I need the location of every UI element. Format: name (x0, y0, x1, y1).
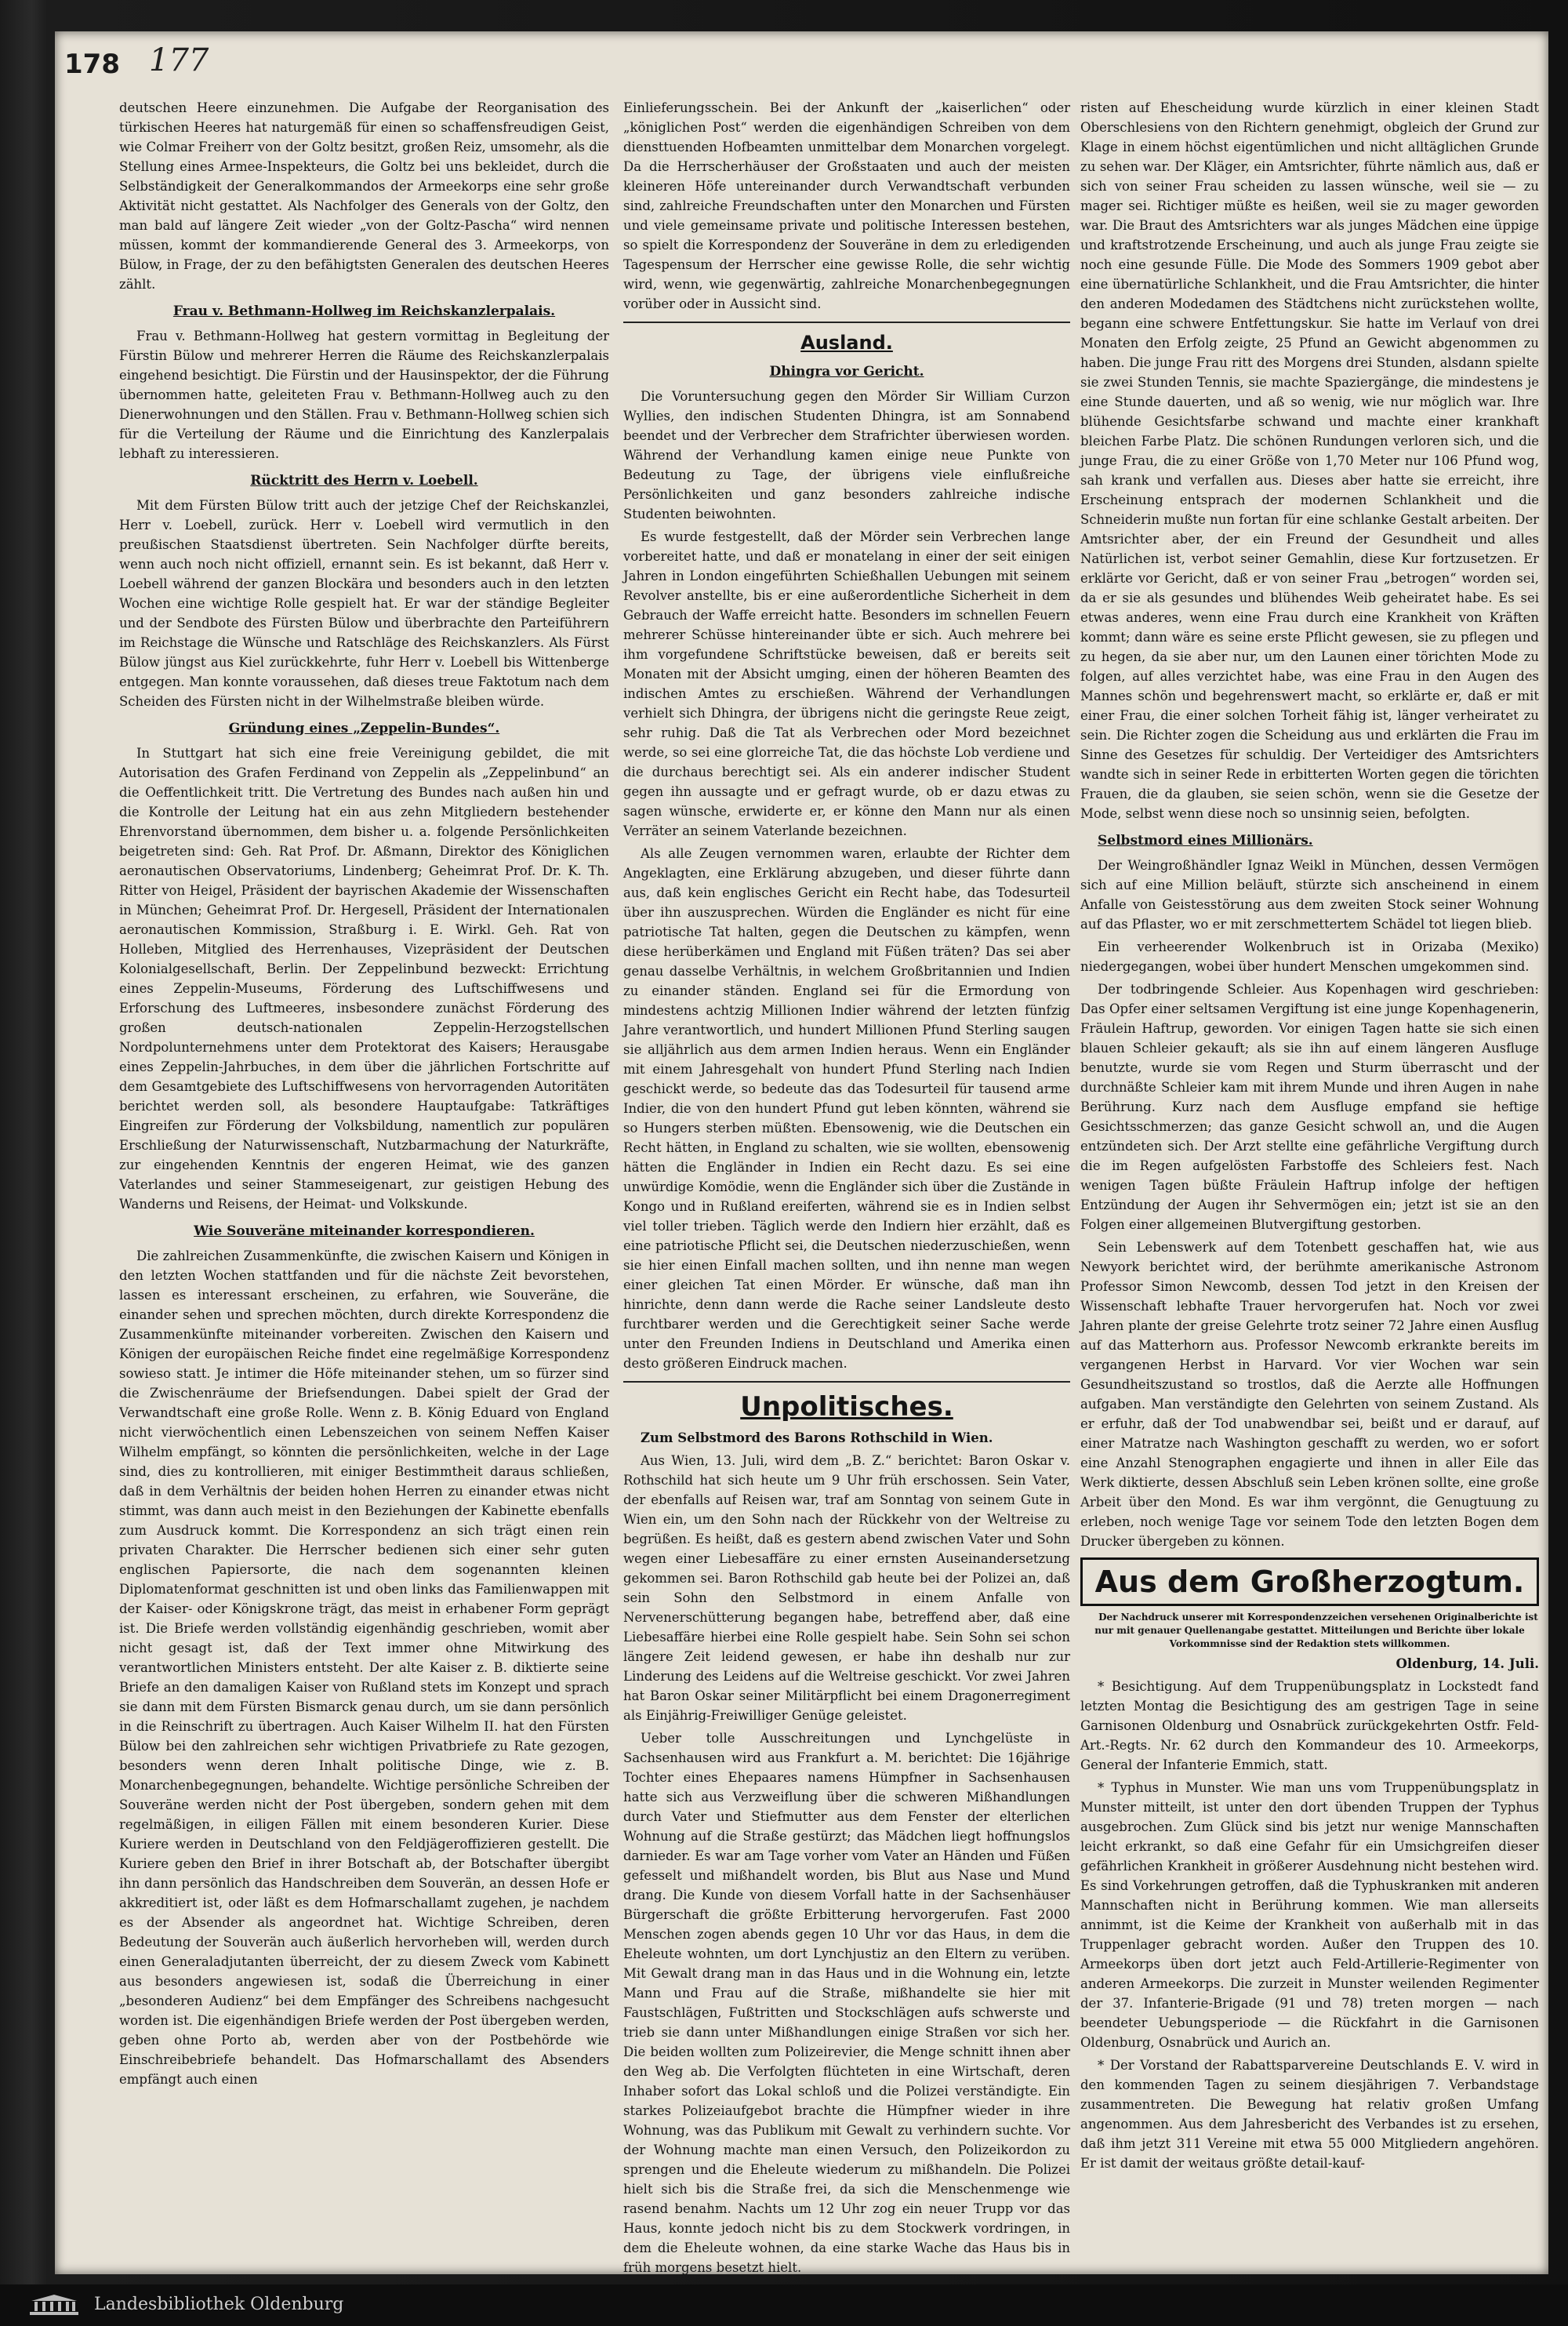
article-heading: Rücktritt des Herrn v. Loebell. (250, 473, 478, 489)
article-continuation: Einlieferungsschein. Bei der Ankunft der „kaiserlichen“ oder „königlichen Post“ werden die eigenhändigen Schreiben von dem diensttuenden Hofbeamten unmittelbar dem Monarchen vorgelegt. Da die Herrscherhäuser der Großstaaten und auch der meisten kleineren Höfe untereinander durch Verwandtschaft verbunden sind, zahlreiche Freundschaften unter den Monarchen und Fürsten und viele gemeinsame private und politische Interessen bestehen, so spielt die Korrespondenz der Souveräne in dem zu erledigenden Tagespensum der Herrscher eine gewisse Rolle, die sehr wichtig wird, wenn, wie gegenwärtig, zahlreiche Monarchenbegegnungen vorüber oder in Aussicht sind. (623, 100, 1070, 311)
article-text: * Der Vorstand der Rabattsparvereine Deutschlands E. V. wird in den kommenden Tagen zu seinem diesjährigen 7. Verbandstage zusammentreten. Die Bewegung hat relativ großen Umfang angenommen. Aus dem Jahresbericht des Verbandes ist zu ersehen, daß ihm jetzt 311 Vereine mit etwa 55 000 Mitgliedern angehören. Er ist damit der weitaus größte detail-kauf- (1080, 2058, 1539, 2171)
article-text: * Typhus in Munster. Wie man uns vom Truppenübungsplatz in Munster mitteilt, ist unter den dort übenden Truppen der Typhus ausgebrochen. Zum Glück sind bis jetzt nur wenige Mannschaften leicht erkrankt, so daß eine Gefahr für ein Umsichgreifen dieser gefährlichen Krankheit in größerer Ausdehnung nicht bestehen wird. Es sind Vorkehrungen getroffen, daß die Typhuskranken mit anderen Mannschaften nicht in Berührung kommen. Wie man allerseits annimmt, ist die Keime der Krankheit von außerhalb mit in das Truppenlager gebracht worden. Außer den Truppen des 10. Armeekorps üben dort jetzt auch Feld-Artillerie-Regimenter von anderen Armeekorps. Die zurzeit in Munster weilenden Regimenter der 37. Infanterie-Brigade (91 und 78) treten morgen — nach beendeter Uebungsperiode — die Rückfahrt in die Garnisonen Oldenburg, Osnabrück und Aurich an. (1080, 1780, 1539, 2050)
article-continuation: deutschen Heere einzunehmen. Die Aufgabe der Reorganisation des türkischen Heeres hat naturgemäß für einen so schaffensfreudigen Geist, wie Colmar Freiherr von der Goltz besitzt, großen Reiz, umsomehr, als die Stellung eines Armee-Inspekteurs, die Goltz bei uns bekleidet, durch die Selbständigkeit der Generalkommandos der Armeekorps eine sehr große Aktivität nicht gestattet. Als Nachfolger des Generals von der Goltz, den man bald auf längere Zeit wieder „von der Goltz-Pascha“ wird nennen müssen, kommt der kommandierende General des 3. Armeekorps, von Bülow, in Frage, der zu den befähigtsten Generalen des deutschen Heeres zählt. (119, 100, 609, 292)
section-title-grossherzogtum: Aus dem Großherzogtum. (1080, 1557, 1539, 1606)
section-title-ausland: Ausland. (800, 332, 893, 354)
dateline: Oldenburg, 14. Juli. (1396, 1656, 1539, 1671)
article-text: Als alle Zeugen vernommen waren, erlaubte der Richter dem Angeklagten, eine Erklärung abzugeben, und dieser führte dann aus, daß kein englisches Gericht ein Recht habe, das Todesurteil über ihn auszusprechen. Würden die Engländer es nicht für eine patriotische Tat halten, gegen die Deutschen zu kämpfen, wenn diese herüberkämen und England mit Füßen träten? Das sei aber genau dasselbe Verhältnis, in welchem Großbritannien und Indien zu einander ständen. England sei für die Ermordung von mindestens achtzig Millionen Indier während der letzten fünfzig Jahre verantwortlich, und hundert Millionen Pfund Sterling saugen sie alljährlich aus dem armen Indien heraus. Wenn ein Engländer mit einem Jahresgehalt von hundert Pfund Sterling nach Indien geschickt werde, so bedeute das das Todesurteil für tausend arme Indier, die von den hundert Pfund gut leben könnten, während sie so Hungers sterben müßten. Ebensowenig, wie die Deutschen ein Recht hätten, in England zu schalten, wie sie wollten, ebensowenig hätten die Engländer in Indien ein Recht dazu. Es sei eine unwürdige Komödie, wenn die Engländer sich über die Zustände in Kongo und in Rußland ereiferten, während sie es in Indien selbst viel toller trieben. Täglich werde den Indiern hier erzählt, daß es eine patriotische Pflicht sei, die Deutschen niederzuschießen, wenn sie hier einen Einfall machen sollten, und ihn nenne man wegen einer gleichen Tat einen Mörder. Er wünsche, daß man ihn hinrichte, denn dann werde die Rache seiner Landsleute desto furchtbarer werden und die Gerechtigkeit seiner Sache werde unter den Freunden Indiens in Deutschland und Amerika einen desto größeren Eindruck machen. (623, 846, 1070, 1371)
section-divider (623, 322, 1070, 323)
article-text: Die zahlreichen Zusammenkünfte, die zwischen Kaisern und Königen in den letzten Wochen stattfanden und für die nächste Zeit bevorstehen, lassen es interessant erscheinen, zu erfahren, wie Souveräne, die einander sehen und sprechen möchten, durch direkte Korrespondenz die Zusammenkünfte miteinander vorbereiten. Zwischen den Kaisern und Königen der europäischen Reiche findet eine regelmäßige Korrespondenz sowieso statt. Je intimer die Höfe miteinander stehen, um so fürzer sind die Zwischenräume der Briefsendungen. Dabei spielt der Grad der Verwandtschaft eine große Rolle. Wenn z. B. König Eduard von England nicht vierwöchentlich einen Lebenszeichen von seinem Neffen Kaiser Wilhelm empfängt, so könnten die persönlichkeiten, welche in der Lage sind, dies zu kontrollieren, mit einiger Bestimmtheit daraus schließen, daß in dem Verhältnis der beiden hohen Herren zu einander etwas nicht stimmt, was dann auch meist in den Beziehungen der Kabinette ebenfalls zum Ausdruck kommt. Die Korrespondenz an sich trägt einen rein privaten Charakter. Die Herrscher bedienen sich einer sehr guten englischen Papiersorte, die nach dem sogenannten kleinen Diplomatenformat geschnitten ist und oben links das Familienwappen mit der Kaiser- oder Königskrone trägt, das meist in erhabener Form geprägt ist. Die Briefe werden vollständig eigenhändig geschrieben, womit aber nicht gesagt ist, daß der Text immer ohne Mitwirkung des verantwortlichen Ministers entsteht. Der alte Kaiser z. B. diktierte seine Briefe an den damaligen Kaiser von Rußland stets im Konzept und sprach sie dann mit dem Fürsten Bismarck genau durch, um sie dann persönlich in die Reinschrift zu übertragen. Auch Kaiser Wilhelm II. hat den Fürsten Bülow bei den zahlreichen sehr wichtigen Privatbriefe zu Rate gezogen, besonders wenn deren Inhalt politische Dinge, wie z. B. Monarchenbegegnungen, behandelte. Wichtige persönliche Schreiben der Souveräne werden nicht der Post übergeben, sondern gehen mit dem regelmäßigen, in eiligen Fällen mit einem besonderen Kurier. Diese Kuriere werden in Deutschland von den Feldjägeroffizieren gestellt. Die Kuriere geben den Brief in ihrer Botschaft ab, der Botschafter übergibt ihn dann persönlich das Handschreiben dem Souverän, an dessen Hofe er akkreditiert ist, oder läßt es dem Hofmarschallamt zugehen, je nachdem es der Absender als angeordnet hat. Wichtige Schreiben, deren Bedeutung der Souverän auch äußerlich hervorheben will, werden durch einen Generaladjutanten überreicht, der zu diesem Zweck vom Kabinett aus besonders angewiesen ist, sodaß die Überreichung in einer „besonderen Audienz“ bei dem Empfänger des Schreibens nachgesucht worden ist. Die eigenhändigen Briefe werden der Post übergeben werden, geben ohne Porto ab, werden aber von der Postbehörde wie Einschreibebriefe behandelt. Das Hofmarschallamt des Absenders empfängt auch einen (119, 1248, 609, 2087)
handwritten-page-number: 177 (149, 42, 209, 78)
article-text: In Stuttgart hat sich eine freie Vereinigung gebildet, die mit Autorisation des Grafen Ferdinand von Zeppelin als „Zeppelinbund“ an die Oeffentlichkeit tritt. Die Vertretung des Bundes nach außen hin und die Kontrolle der Leitung hat ein aus zehn Mitgliedern bestehender Ehrenvorstand übernommen, dem bisher u. a. folgende Persönlichkeiten beigetreten sind: Geh. Rat Prof. Dr. Aßmann, Direktor des Königlichen aeronautischen Observatoriums, Lindenberg; Geheimrat Prof. Dr. K. Th. Ritter von Heigel, Präsident der bayrischen Akademie der Wissenschaften in München; Geheimrat Prof. Dr. Hergesell, Präsident der Internationalen aeronautischen Kommission, Straßburg i. E. Wirkl. Geh. Rat von Holleben, Mitglied des Herrenhauses, Vizepräsident der Deutschen Kolonialgesellschaft, Berlin. Der Zeppelinbund bezweckt: Errichtung eines Zeppelin-Museums, Förderung des Luftschiffwesens und Erforschung des Luftmeeres, insbesondere zunächst Förderung des großen deutsch-nationalen Zeppelin-Herzogstellschen Nordpolunternehmens unter dem Protektorat des Kaisers; Herausgabe eines Zeppelin-Jahrbuches, in dem über die jährlichen Fortschritte auf dem Gesamtgebiete des Luftschiffwesens von hervorragenden Autoritäten berichtet werden soll, als besondere Hauptaufgabe: Tatkräftiges Eingreifen zur Förderung der Volksbildung, namentlich zur populären Erschließung der Naturwissenschaft, Nutzbarmachung der Naturkräfte, zur eingehenden Kenntnis der engeren Heimat, wie des ganzen Vaterlandes und seiner Stammeseigenart, zur geistigen Hebung des Wanderns und Reisens, der Heimat- und Volkskunde. (119, 746, 609, 1212)
article-text: Der Weingroßhändler Ignaz Weikl in München, dessen Vermögen sich auf eine Million beläuft, stürzte sich anscheinend in einem Anfalle von Geistesstörung aus dem zweiten Stock seiner Wohnung auf das Pflaster, wo er mit zerschmettertem Schädel tot liegen blieb. (1080, 858, 1539, 932)
library-name: Landesbibliothek Oldenburg (94, 2295, 344, 2314)
article-text: Der todbringende Schleier. Aus Kopenhagen wird geschrieben: Das Opfer einer seltsamen Vergiftung ist eine junge Kopenhagenerin, Fräulein Haftrup, geworden. Vor einigen Tagen hatte sie sich einen blauen Schleier gekauft; als sie ihn auf einem längeren Ausfluge benutzte, wurde sie vom Regen und Sturm überrascht und der durchnäßte Schleier kam mit ihrem Munde und ihren Augen in nahe Berührung. Kurz nach dem Ausfluge empfand sie heftige Gesichtsschmerzen; das ganze Gesicht schwoll an, und die Augen entzündeten sich. Der Arzt stellte eine gefährliche Vergiftung durch die im Regen aufgelösten Farbstoffe des Schleiers fest. Nach wenigen Tagen büßte Fräulein Haftrup infolge der heftigen Entzündung der Augen ihr Sehvermögen ein; jetzt ist sie an den Folgen einer allgemeinen Blutvergiftung gestorben. (1080, 982, 1539, 1232)
article-text: Aus Wien, 13. Juli, wird dem „B. Z.“ berichtet: Baron Oskar v. Rothschild hat sich heute um 9 Uhr früh erschossen. Sein Vater, der ebenfalls auf Reisen war, traf am Sonntag von seinem Gute in Wien ein, um den Sohn nach der Rückkehr von der Weltreise zu begrüßen. Es heißt, daß es gestern abend zwischen Vater und Sohn wegen einer Liebesaffäre zu einer ernsten Auseinandersetzung gekommen sei. Baron Rothschild gab heute bei der Polizei an, daß sein Sohn den Selbstmord in einem Anfalle von Nervenerschütterung begangen habe, betreffend aber, daß eine Liebesaffäre hierbei eine Rolle gespielt habe. Sein Sohn sei schon längere Zeit leidend gewesen, er habe ihn deshalb nur zur Linderung des Leidens auf die Weltreise geschickt. Vor zwei Jahren hat Baron Oskar seiner Militärpflicht bei einem Dragonerregiment als Einjährig-Freiwilliger Genüge geleistet. (623, 1453, 1070, 1723)
article-text: Mit dem Fürsten Bülow tritt auch der jetzige Chef der Reichskanzlei, Herr v. Loebell, zurück. Herr v. Loebell wird vermutlich in den preußischen Staatsdienst übertreten. Sein Nachfolger dürfte bereits, wenn auch noch nicht offiziell, ernannt sein. Es ist bekannt, daß Herr v. Loebell während der ganzen Blockära und besonders auch in den letzten Wochen eine wichtige Rolle gespielt hat. Er war der ständige Begleiter und der Sendbote des Fürsten Bülow und überbrachte den Parteiführern im Reichstage die Wünsche und Ratschläge des Reichskanzlers. Als Fürst Bülow jüngst aus Kiel zurückkehrte, fuhr Herr v. Loebell bis Wittenberge entgegen. Man konnte voraussehen, daß dieses treue Faktotum nach dem Scheiden des Fürsten nicht in der Wilhelmstraße bleiben würde. (119, 498, 609, 709)
article-heading: Dhingra vor Gericht. (769, 364, 924, 380)
article-continuation: risten auf Ehescheidung wurde kürzlich in einer kleinen Stadt Oberschlesiens von den Richtern genehmigt, obgleich der Grund zur Klage in einem höchst eigentümlichen und nicht alltäglichen Grunde zu sehen war. Der Kläger, ein Amtsrichter, führte nämlich aus, daß er sich von seiner Frau scheiden zu lassen wünsche, weil sie — zu mager sei. Richtiger müßte es heißen, weil sie zu mager geworden war. Die Braut des Amtsrichters war als junges Mädchen eine üppige und kraftstrotzende Erscheinung, und auch als junge Frau zeigte sie noch eine gesunde Fülle. Die Mode des Sommers 1909 gebot aber eine übernatürliche Schlankheit, und die Frau Amtsrichter, die hinter den anderen Modedamen des Städtchens nicht zurückstehen wollte, begann eine schwere Entfettungskur. Sie hatte im Verlauf von drei Monaten den Erfolg zeigte, 25 Pfund an Gewicht abgenommen zu haben. Die junge Frau ritt des Morgens drei Stunden, alsdann spielte sie zwei Stunden Tennis, sie machte Spaziergänge, die mindestens je eine Stunde dauerten, und aß so wenig, wie nur möglich war. Ihre blühende Gesichtsfarbe schwand und machte einer krankhaft bleichen Farbe Platz. Die schönen Rundungen verloren sich, und die junge Frau, die zu einer Größe von 1,70 Meter nur 106 Pfund wog, sah krank und verfallen aus. Dieses aber hatte sie erreicht, ihre Erscheinung entsprach der modernen Schlankheit und die Schneiderin mußte nun fortan für eine schlanke Gestalt arbeiten. Der Amtsrichter aber, der ein Freund der Gesundheit und alles Natürlichen ist, verbot seiner Gemahlin, diese Kur fortzusetzen. Er erklärte vor Gericht, daß er von seiner Frau „betrogen“ worden sei, da er sie als gesundes und blühendes Weib geheiratet habe. Es sei etwas anderes, wenn eine Frau durch eine Krankheit von Kräften kommt; dann wäre es seine erste Pflicht gewesen, sie zu pflegen und zu hegen, da sie aber nur, um den Launen einer törichten Mode zu folgen, auf alles verzichtet habe, was eine Frau in den Augen des Mannes schön und begehrenswert macht, so erklärte er, daß er mit einer Frau, die einer solchen Torheit fähig ist, länger verheiratet zu sein. Die Richter zogen die Scheidung aus und erklärten die Frau im Sinne des Gesetzes für schuldig. Der Verteidiger des Amtsrichters wandte sich in seiner Rede in erbitterten Worten gegen die törichten Frauen, die da glauben, sie seien schön, wenn sie die Gesetze der Mode, selbst wenn diese noch so unsinnig seien, befolgten. (1080, 100, 1539, 821)
reprint-notice: Der Nachdruck unserer mit Korrespondenzzeichen versehenen Originalberichte ist nur mit genauer Quellenangabe gestattet. Mitteilungen und Berichte über lokale Vorkommnisse sind der Redaktion stets willkommen. (1094, 1612, 1538, 1649)
column-3 (1080, 98, 1539, 2176)
section-divider (623, 1381, 1070, 1383)
newspaper-page (55, 31, 1548, 2274)
library-logo-icon (28, 2293, 80, 2317)
article-text: Die Voruntersuchung gegen den Mörder Sir William Curzon Wyllies, den indischen Studenten Dhingra, ist am Sonnabend beendet und der Verbrecher dem Strafrichter überwiesen worden. Während der Verhandlung kamen einige neue Punkte von Bedeutung zu Tage, der übrigens viele einflußreiche Persönlichkeiten und ganz besonders zahlreiche indische Studenten beiwohnten. (623, 389, 1070, 522)
article-heading: Selbstmord eines Millionärs. (1098, 833, 1313, 849)
article-heading: Gründung eines „Zeppelin-Bundes“. (228, 721, 500, 736)
article-text: Sein Lebenswerk auf dem Totenbett geschaffen hat, wie aus Newyork berichtet wird, der berühmte amerikanische Astronom Professor Simon Newcomb, dessen Tod jetzt in den Kreisen der Wissenschaft lebhafte Trauer hervorgerufen hat. Noch vor zwei Jahren plante der greise Gelehrte trotz seiner 72 Jahre einen Ausflug auf das Matterhorn aus. Professor Newcomb erkrankte bereits im vergangenen Herbst in Harvard. Vor vier Wochen war sein Gesundheitszustand so trostlos, daß die Aerzte alle Hoffnungen aufgaben. Man verständigte den Gelehrten von seinem Zustand. Als er erfuhr, daß der Tod unabwendbar sei, beißt und er darauf, auf einer Matratze nach Washington geschafft zu werden, wo er sofort eine Anzahl Stenographen engagierte und ihnen in aller Eile das Werk diktierte, dessen Abschluß sein Leben krönen sollte, eine große Arbeit über den Mond. Es war ihm vergönnt, die Genugtuung zu erleben, noch wenige Tage vor seinem Tode den letzten Bogen dem Drucker übergeben zu können. (1080, 1240, 1539, 1549)
article-heading: Frau v. Bethmann-Hollweg im Reichskanzlerpalais. (172, 303, 556, 319)
article-text: Frau v. Bethmann-Hollweg hat gestern vormittag in Begleitung der Fürstin Bülow und mehrerer Herren die Räume des Reichskanzlerpalais eingehend besichtigt. Die Fürstin und der Hausinspektor, der die Führung übernommen hatte, geleiteten Frau v. Bethmann-Hollweg auch zu den Dienerwohnungen und den Ställen. Frau v. Bethmann-Hollweg schien sich für die Verteilung der Räume und die Einrichtung des Kanzlerpalais lebhaft zu interessieren. (119, 329, 609, 461)
article-heading: Wie Souveräne miteinander korrespondieren. (194, 1223, 535, 1239)
article-heading: Zum Selbstmord des Barons Rothschild in Wien. (641, 1430, 993, 1445)
article-text: Ein verheerender Wolkenbruch ist in Orizaba (Mexiko) niedergegangen, wobei über hundert Menschen umgekommen sind. (1080, 939, 1539, 974)
article-text: Es wurde festgestellt, daß der Mörder sein Verbrechen lange vorbereitet hatte, und daß er monatelang in einer der seit einigen Jahren in London eingeführten Schießhallen Uebungen mit seinem Revolver anstellte, bis er eine außerordentliche Sicherheit in dem Gebrauch der Waffe erreicht hatte. Besonders im schnellen Feuern mehrerer Schüsse hintereinander übte er sich. Auch mehrere bei ihm vorgefundene Schriftstücke beweisen, daß er bereits seit Monaten mit der Absicht umging, einen der höheren Beamten des indischen Amtes zu erschießen. Während der Verhandlungen verhielt sich Dhingra, der übrigens nicht die geringste Reue zeigt, sehr ruhig. Daß die Tat als Verbrechen oder Mord bezeichnet werde, so sei eine glorreiche Tat, die das höchste Lob verdiene und die durchaus berechtigt sei. Als ein anderer indischer Student gegen ihn aussagte und er gefragt wurde, ob er dazu etwas zu sagen wünsche, erwiderte er, er könne den Mann nur als einen Verräter an seinem Vaterlande bezeichnen. (623, 529, 1070, 838)
column-1 (119, 98, 609, 2092)
page-number: 178 (64, 49, 120, 80)
section-title-unpolitisches: Unpolitisches. (740, 1391, 953, 1423)
article-text: * Besichtigung. Auf dem Truppenübungsplatz in Lockstedt fand letzten Montag die Besichtigung des am gestrigen Tage in seine Garnisonen Oldenburg und Osnabrück zurückgekehrten Ostfr. Feld-Art.-Regts. Nr. 62 durch den Kommandeur des 10. Armeekorps, General der Infanterie Emmich, statt. (1080, 1679, 1539, 1772)
article-text: Ueber tolle Ausschreitungen und Lynchgelüste in Sachsenhausen wird aus Frankfurt a. M. berichtet: Die 16jährige Tochter eines Ehepaares namens Hümpfner in Sachsenhausen hatte sich aus Verzweiflung über die schweren Mißhandlungen durch Vater und Stiefmutter aus dem Fenster der elterlichen Wohnung auf die Straße gestürzt; das Mädchen liegt hoffnungslos darnieder. Es war am Tage vorher vom Vater an Händen und Füßen gefesselt und mißhandelt worden, bis Blut aus Nase und Mund drang. Die Kunde von diesem Vorfall hatte in der Sachsenhäuser Bürgerschaft die größte Erbitterung hervorgerufen. Fast 2000 Menschen zogen abends gegen 10 Uhr vor das Haus, in dem die Eheleute wohnten, um dort Lynchjustiz an den Eltern zu verüben. Mit Gewalt drang man in das Haus und in die Wohnung ein, letzte Mann und Frau auf die Straße, mißhandelte sie hier mit Faustschlägen, Fußtritten und Stockschlägen aufs schwerste und trieb sie dann unter Mißhandlungen einige Straßen vor sich her. Die beiden wollten zum Polizeirevier, die Menge schnitt ihnen aber den Weg ab. Die Verfolgten flüchteten in eine Wirtschaft, deren Inhaber sofort das Lokal schloß und die Polizei verständigte. Ein starkes Polizeiaufgebot brachte die Hümpfner wieder in ihre Wohnung, was das Publikum mit Gewalt zu verhindern suchte. Vor der Wohnung machte man einen Versuch, den Polizeikordon zu sprengen und die Eheleute wiederum zu mißhandeln. Die Polizei hielt sich bis die Straße frei, da sich die Menschenmenge wie rasend benahm. Nachts um 12 Uhr zog ein neuer Trupp vor das Haus, konnte jedoch nicht bis zu dem Stockwerk vordringen, in dem die Eheleute wohnen, da eine starke Wache das Haus bis in früh morgens besetzt hielt. (623, 1731, 1070, 2275)
column-2 (623, 98, 1070, 2303)
